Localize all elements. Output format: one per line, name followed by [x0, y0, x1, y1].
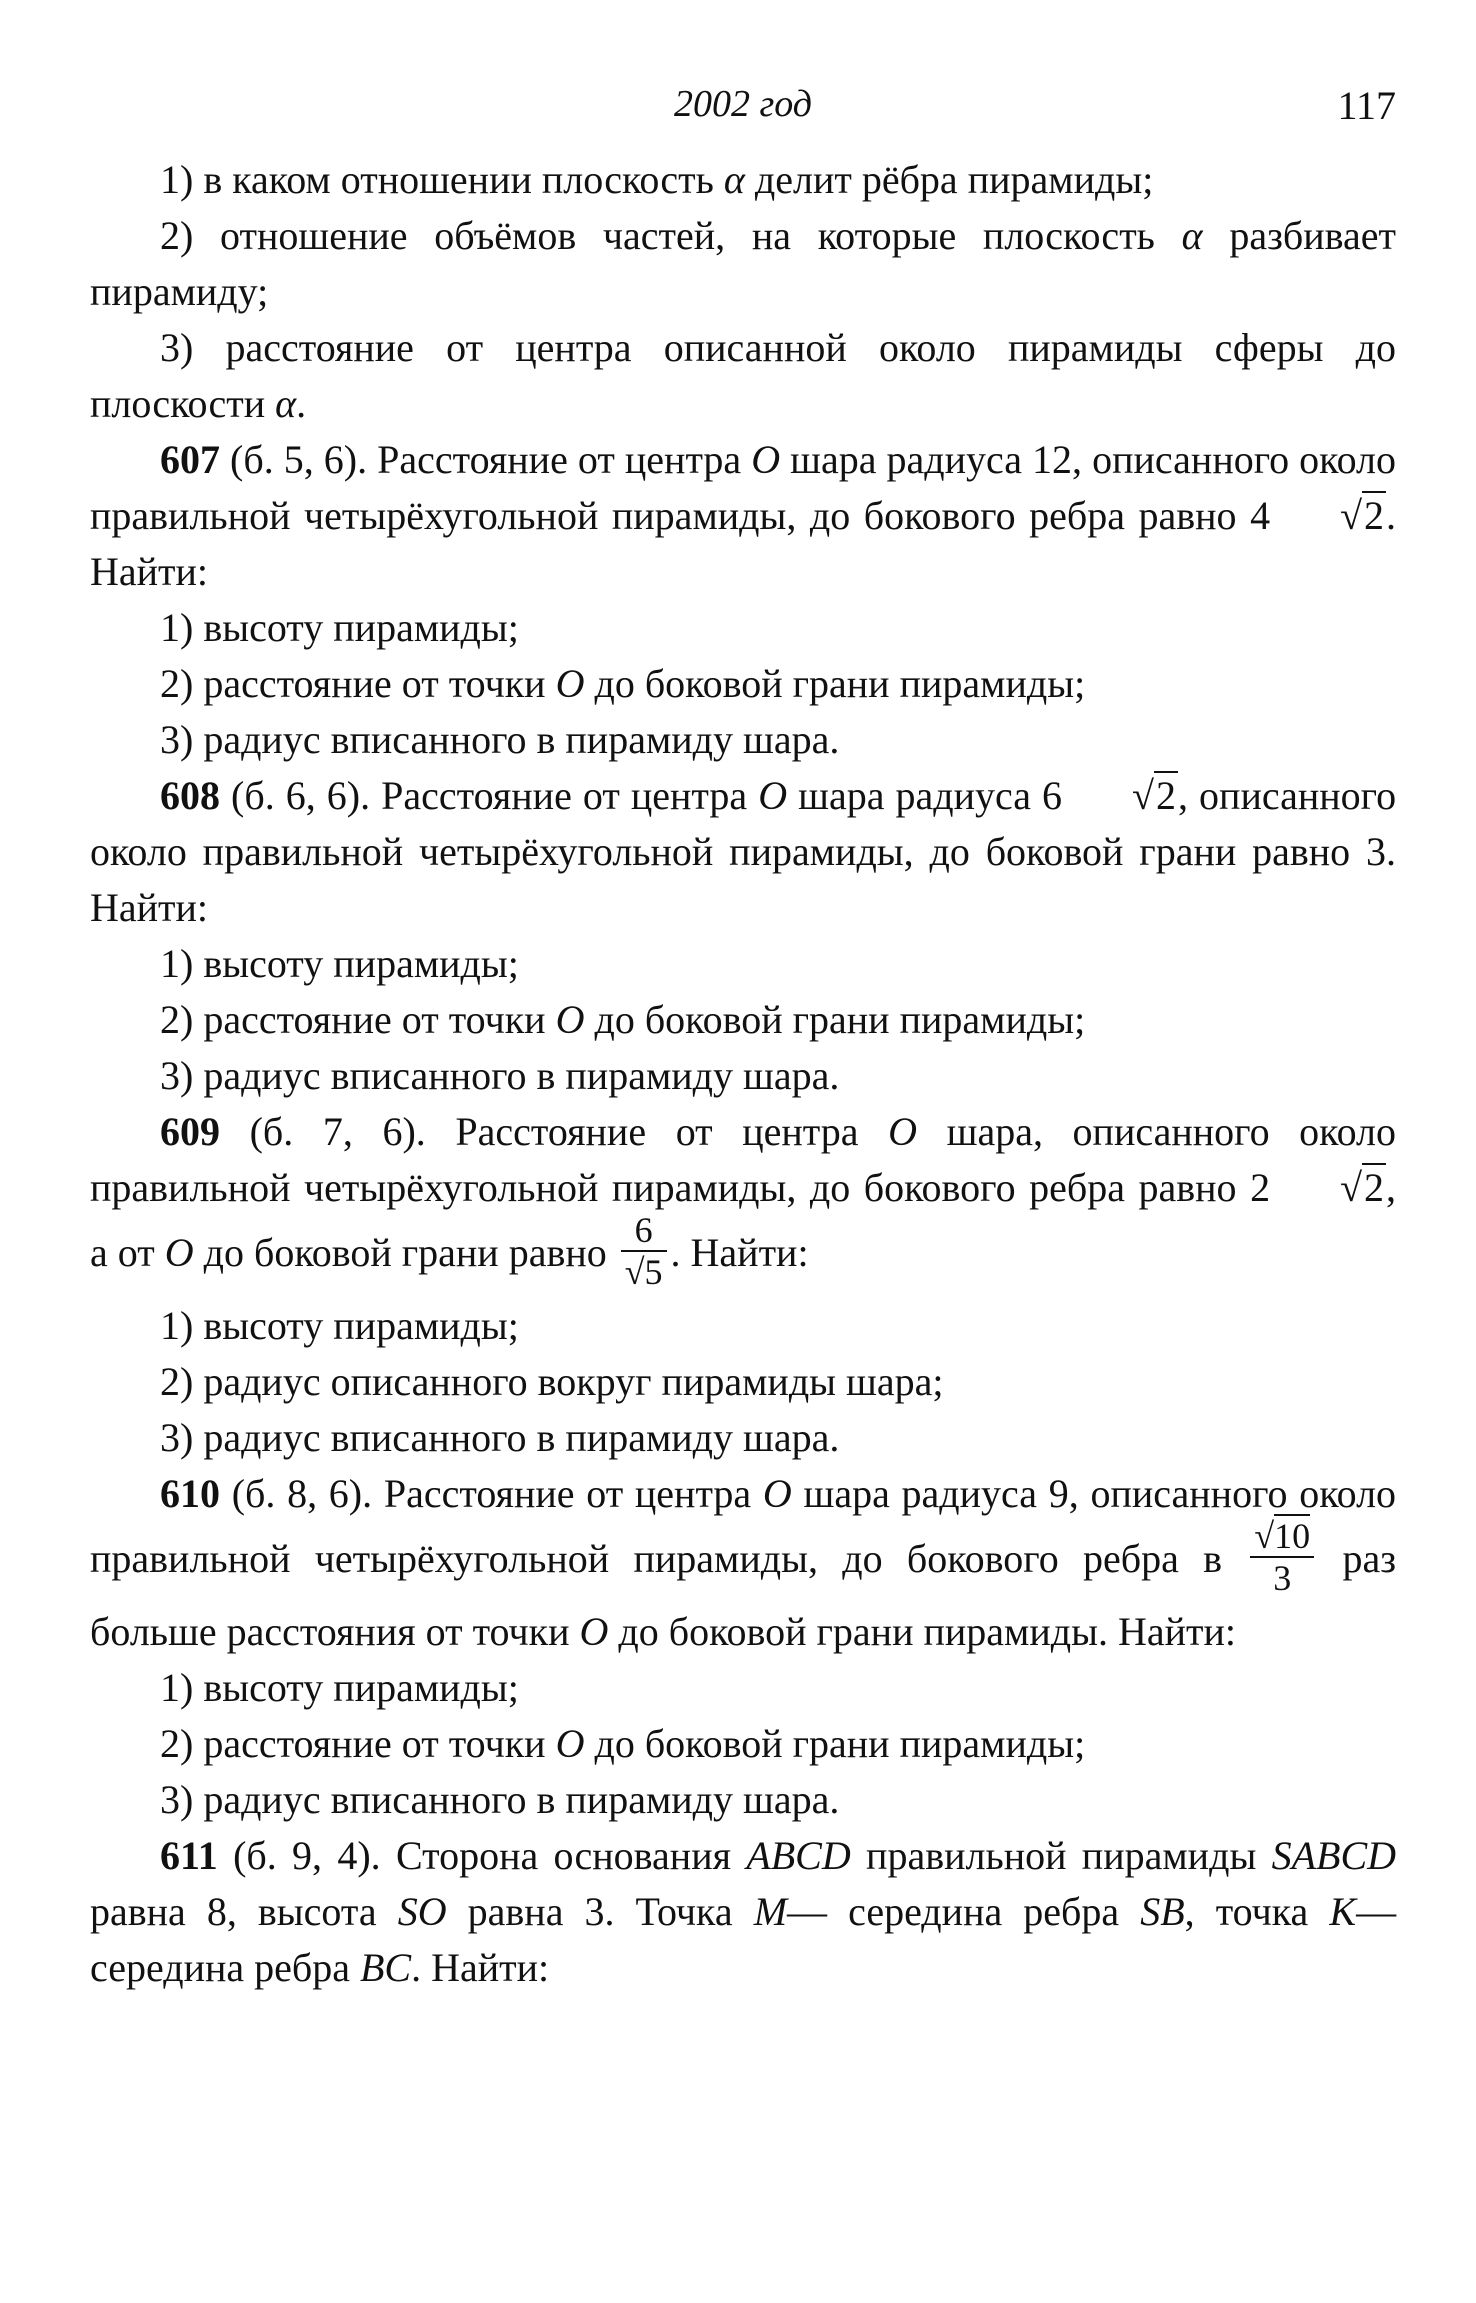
item-text: 2) расстояние от точки: [160, 1721, 546, 1766]
sqrt-expression: [1062, 768, 1178, 824]
coefficient: 2: [1250, 1165, 1271, 1210]
running-head: 2002 год: [673, 83, 813, 125]
var-O: O: [762, 1471, 792, 1516]
problem-ref: (б. 8, 6).: [231, 1471, 373, 1516]
problem-text: — середина ребра: [787, 1889, 1120, 1934]
item-text: 2) расстояние от точки: [160, 661, 546, 706]
radicand: 10: [1274, 1516, 1311, 1556]
problem-text: раз больше расстояния от точки: [90, 1536, 1397, 1654]
item-text: до боковой грани пирамиды;: [594, 1721, 1086, 1766]
problem-text: шара радиуса 9, описанного около правильной четырёхугольной пирамиды, до бокового ребра в: [90, 1471, 1397, 1582]
var-SO: SO: [397, 1889, 447, 1934]
var-O: O: [555, 661, 585, 706]
problem-609: [90, 1104, 1396, 1298]
problem-text: Расстояние от центра: [377, 437, 742, 482]
radicand: 5: [644, 1252, 663, 1292]
problem-ref: (б. 6, 6).: [231, 773, 371, 818]
radicand: 2: [1156, 773, 1176, 818]
alpha-symbol: α: [723, 157, 745, 202]
problem-text: до боковой грани равно: [203, 1230, 607, 1276]
problem-607-item-1: 1) высоту пирамиды;: [160, 605, 519, 650]
problem-number: 608: [160, 773, 220, 818]
problem-text: , а от: [90, 1165, 1397, 1276]
var-O: O: [751, 437, 781, 482]
var-O: O: [555, 1721, 585, 1766]
problem-607-item-3: 3) радиус вписанного в пирамиду шара.: [160, 717, 840, 762]
problem-text: Расстояние от центра: [455, 1109, 859, 1154]
var-O: O: [579, 1609, 609, 1654]
question-2: 2) отношение объёмов частей, на которые плоскость α разбивает пирамиду;: [90, 213, 1396, 314]
page-number: 117: [1337, 83, 1396, 128]
problem-611: [90, 1828, 1396, 1996]
problem-ref: (б. 5, 6).: [230, 437, 368, 482]
coefficient: 6: [1042, 773, 1063, 818]
problem-text: шара радиуса: [798, 773, 1031, 818]
problem-607-item-2: [90, 656, 1396, 712]
sqrt-sign: √: [1340, 1165, 1363, 1210]
var-K: K: [1329, 1889, 1357, 1934]
fraction-numerator: [1250, 1516, 1314, 1556]
coefficient: 4: [1250, 493, 1271, 538]
var-O: O: [164, 1230, 194, 1276]
problem-number: 610: [160, 1471, 220, 1516]
var-O: O: [555, 997, 585, 1042]
problem-608-item-1: 1) высоту пирамиды;: [160, 941, 519, 986]
fraction-denominator: [621, 1250, 667, 1292]
var-ABCD: ABCD: [746, 1833, 851, 1878]
problem-text: до боковой грани пирамиды. Найти:: [618, 1609, 1237, 1654]
item-text: 2) расстояние от точки: [160, 997, 546, 1042]
alpha-symbol: α: [1181, 213, 1203, 258]
problem-text: . Найти:: [670, 1230, 809, 1276]
problem-608-item-3: 3) радиус вписанного в пирамиду шара.: [160, 1053, 840, 1098]
problem-text: — середина ребра: [90, 1889, 1397, 1990]
fraction-denominator: 3: [1250, 1556, 1314, 1598]
problem-text: , точка: [1184, 1889, 1309, 1934]
problem-610-item-3: 3) радиус вписанного в пирамиду шара.: [160, 1777, 840, 1822]
sqrt-sign: √: [624, 1252, 645, 1292]
problem-609-item-1: 1) высоту пирамиды;: [160, 1303, 519, 1348]
problem-607: [90, 432, 1396, 600]
problem-text: шара радиуса 12, описанного около правильной четырёхугольной пирамиды, до бокового ребра равно: [90, 437, 1397, 538]
problem-ref: (б. 9, 4).: [233, 1833, 381, 1878]
problem-text: равна 8, высота: [90, 1889, 377, 1934]
problem-609-item-3: 3) радиус вписанного в пирамиду шара.: [160, 1415, 840, 1460]
fraction: [1250, 1516, 1314, 1598]
problem-number: 607: [160, 437, 220, 482]
problem-text: , описанного около правильной четырёхугольной пирамиды, до боковой грани равно 3. Найти:: [90, 773, 1397, 930]
var-M: M: [753, 1889, 788, 1934]
sqrt-sign: √: [1254, 1516, 1275, 1556]
sqrt-sign: √: [1132, 773, 1154, 818]
var-SABCD: SABCD: [1271, 1833, 1397, 1878]
problem-ref: (б. 7, 6).: [249, 1109, 426, 1154]
problem-text: Расстояние от центра: [381, 773, 748, 818]
sqrt-expression: [1270, 488, 1386, 544]
problem-610: [90, 1466, 1396, 1660]
book-page: [90, 82, 1396, 1996]
var-SB: SB: [1140, 1889, 1185, 1934]
sqrt-expression: [1270, 1160, 1386, 1216]
radicand: 2: [1364, 493, 1385, 538]
problem-text: Расстояние от центра: [383, 1471, 752, 1516]
fraction-numerator: 6: [634, 1210, 653, 1250]
problem-610-item-2: [90, 1716, 1396, 1772]
page-content: [90, 152, 1396, 1996]
problem-text: равна 3. Точка: [467, 1889, 733, 1934]
problem-609-item-2: 2) радиус описанного вокруг пирамиды шара;: [160, 1359, 944, 1404]
problem-text: . Найти:: [90, 493, 1397, 594]
var-O: O: [758, 773, 788, 818]
problem-number: 611: [160, 1833, 218, 1878]
problem-608-item-2: [90, 992, 1396, 1048]
problem-text: шара, описанного около правильной четырёхугольной пирамиды, до бокового ребра равно: [90, 1109, 1397, 1210]
problem-number: 609: [160, 1109, 220, 1154]
var-BC: BC: [360, 1945, 412, 1990]
item-text: до боковой грани пирамиды;: [594, 997, 1086, 1042]
item-text: до боковой грани пирамиды;: [594, 661, 1086, 706]
question-1: 1) в каком отношении плоскость α делит рёбра пирамиды;: [160, 157, 1154, 202]
var-O: O: [888, 1109, 918, 1154]
problem-text: Сторона основания: [395, 1833, 732, 1878]
fraction: [621, 1210, 667, 1292]
problem-text: . Найти:: [411, 1945, 550, 1990]
sqrt-sign: √: [1340, 493, 1363, 538]
question-3: 3) расстояние от центра описанной около пирамиды сферы до плоскости α.: [90, 325, 1396, 426]
problem-608: [90, 768, 1396, 936]
alpha-symbol: α: [275, 381, 297, 426]
problem-text: правильной пирамиды: [866, 1833, 1257, 1878]
radicand: 2: [1364, 1165, 1385, 1210]
problem-610-item-1: 1) высоту пирамиды;: [160, 1665, 519, 1710]
page-header: [90, 82, 1396, 152]
